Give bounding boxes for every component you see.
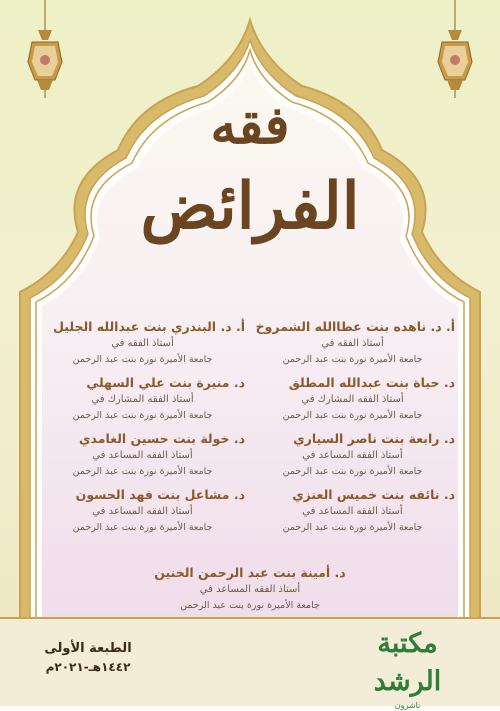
- author-entry: [250, 430, 455, 480]
- author-university: جامعة الأميرة نورة بنت عبد الرحمن: [72, 522, 213, 533]
- author-entry: [40, 486, 245, 536]
- author-university: جامعة الأميرة نورة بنت عبد الرحمن: [72, 354, 213, 365]
- title-line-2: الفرائض: [140, 169, 360, 244]
- author-name: أ. د. البندري بنت عبدالله الجليل: [53, 319, 245, 334]
- publisher-tagline: ناشرون: [394, 701, 421, 710]
- lantern-icon: [20, 0, 70, 100]
- publisher-name: مكتبة الرشد: [373, 628, 442, 697]
- author-entry: [130, 564, 370, 614]
- author-title: أستاذ الفقه المساعد في: [302, 450, 403, 461]
- author-name: د. نائفه بنت خميس العنزي: [292, 487, 455, 502]
- author-entry: [40, 318, 245, 368]
- author-name: د. منيرة بنت علي السهلي: [86, 375, 245, 390]
- author-university: جامعة الأميرة نورة بنت عبد الرحمن: [72, 410, 213, 421]
- edition-info: [38, 640, 138, 676]
- author-entry: [40, 430, 245, 480]
- author-name: د. رابعة بنت ناصر السياري: [293, 431, 455, 446]
- author-university: جامعة الأميرة نورة بنت عبد الرحمن: [72, 466, 213, 477]
- author-entry: [250, 374, 455, 424]
- lantern-icon: [430, 0, 480, 100]
- edition-year: ١٤٤٢هـ-٢٠٢١م: [45, 660, 131, 674]
- author-name: د. أمينة بنت عبد الرحمن الخنين: [154, 565, 346, 580]
- author-university: جامعة الأميرة نورة بنت عبد الرحمن: [282, 522, 423, 533]
- author-name: د. حياة بنت عبدالله المطلق: [288, 375, 455, 390]
- edition-label: الطبعة الأولى: [44, 641, 132, 656]
- title-line-1: فقه: [210, 95, 290, 156]
- author-title: أستاذ الفقه المساعد في: [92, 506, 193, 517]
- publisher-logo: [345, 625, 470, 710]
- author-name: د. خولة بنت حسين الغامدي: [79, 431, 245, 446]
- author-name: د. مشاعل بنت فهد الحسون: [75, 487, 245, 502]
- author-title: أستاذ الفقه المساعد في: [199, 584, 301, 595]
- author-title: أستاذ الفقه في: [321, 338, 384, 349]
- author-entry: [250, 486, 455, 536]
- author-entry: [250, 318, 455, 368]
- author-university: جامعة الأميرة نورة بنت عبد الرحمن: [180, 600, 320, 611]
- author-entry: [40, 374, 245, 424]
- author-title: أستاذ الفقه في: [111, 338, 174, 349]
- author-title: أستاذ الفقه المساعد في: [92, 450, 193, 461]
- author-university: جامعة الأميرة نورة بنت عبد الرحمن: [282, 354, 423, 365]
- author-title: أستاذ الفقه المشارك في: [301, 394, 404, 405]
- author-name: أ. د. ناهده بنت عطاالله الشمروخ: [255, 319, 455, 334]
- author-university: جامعة الأميرة نورة بنت عبد الرحمن: [282, 466, 423, 477]
- author-university: جامعة الأميرة نورة بنت عبد الرحمن: [282, 410, 423, 421]
- author-title: أستاذ الفقه المشارك في: [91, 394, 194, 405]
- author-title: أستاذ الفقه المساعد في: [302, 506, 403, 517]
- book-title: [100, 90, 400, 252]
